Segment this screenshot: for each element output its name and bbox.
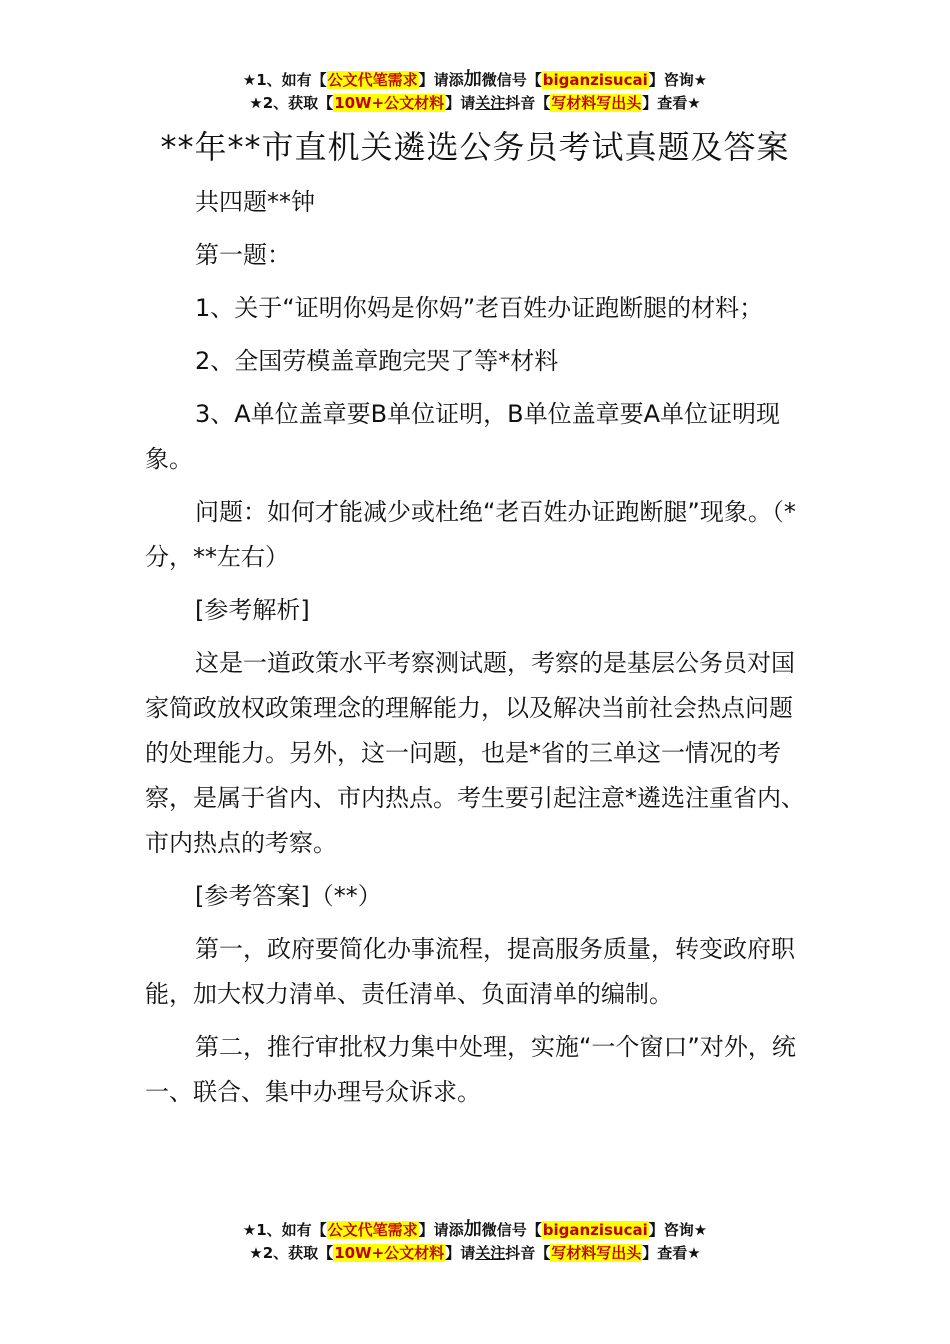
- paragraph: 问题：如何才能减少或杜绝“老百姓办证跑断腿”现象。（*分，**左右）: [145, 498, 796, 571]
- banner-line-1: [0, 68, 950, 92]
- banner-text: 】查看★: [642, 94, 701, 112]
- highlight-douyin: 写材料写出头: [551, 1244, 642, 1262]
- paragraph: [参考答案]（**）: [195, 882, 382, 910]
- banner-text: 抖音【: [505, 1244, 551, 1262]
- paragraph: 第一，政府要简化办事流程，提高服务质量，转变政府职能，加大权力清单、责任清单、负面清单的编制。: [145, 935, 795, 1008]
- banner-text: 】请添: [418, 1221, 464, 1239]
- banner-text: 】查看★: [642, 1244, 701, 1262]
- banner-line-2: [0, 1242, 950, 1265]
- banner-text: ★2、获取【: [249, 1244, 334, 1262]
- emphasis-text: 加: [463, 69, 482, 90]
- paragraph: 共四题**钟: [195, 188, 315, 216]
- banner-text: 】请: [445, 94, 476, 112]
- highlight-douyin: 写材料写出头: [551, 94, 642, 112]
- highlight-wechat-id: biganzisucai: [542, 71, 648, 89]
- banner-text: 】咨询★: [648, 71, 708, 89]
- paragraph: 第二，推行审批权力集中处理，实施“一个窗口”对外，统一、联合、集中办理号众诉求。: [145, 1033, 796, 1106]
- paragraph: 2、全国劳模盖章跑完哭了等*材料: [195, 347, 559, 375]
- emphasis-text: 加: [463, 1219, 482, 1240]
- document-body: [145, 180, 813, 1123]
- banner-text: ★2、获取【: [249, 94, 334, 112]
- highlight-wechat-id: biganzisucai: [542, 1221, 648, 1239]
- highlight-service: 公文代笔需求: [327, 1221, 418, 1239]
- banner-text: 微信号【: [481, 1221, 542, 1239]
- paragraph: 这是一道政策水平考察测试题，考察的是基层公务员对国家简政放权政策理念的理解能力，以及解决当前社会热点问题的处理能力。另外，这一问题，也是*省的三单这一情况的考察，是属于省内、市内热点。考生要引起注意*遴选注重省内、市内热点的考察。: [145, 649, 805, 857]
- document-title: **年**市直机关遴选公务员考试真题及答案: [160, 128, 790, 166]
- paragraph: [参考解析]: [195, 596, 310, 624]
- highlight-materials: 10W+公文材料: [334, 1244, 445, 1262]
- highlight-materials: 10W+公文材料: [334, 94, 445, 112]
- footer-banner: [0, 1218, 950, 1265]
- banner-text: 】咨询★: [648, 1221, 708, 1239]
- header-banner: [0, 68, 950, 115]
- banner-text: 抖音【: [505, 94, 551, 112]
- paragraph: 第一题：: [195, 241, 291, 269]
- banner-text: 】请: [445, 1244, 476, 1262]
- banner-line-1: [0, 1218, 950, 1242]
- paragraph: 3、A单位盖章要B单位证明，B单位盖章要A单位证明现象。: [145, 400, 781, 473]
- emphasis-text: 关注: [475, 94, 506, 112]
- banner-text: ★1、如有【: [242, 1221, 327, 1239]
- paragraph: 1、关于“证明你妈是你妈”老百姓办证跑断腿的材料；: [195, 294, 764, 322]
- banner-text: 】请添: [418, 71, 464, 89]
- highlight-service: 公文代笔需求: [327, 71, 418, 89]
- emphasis-text: 关注: [475, 1244, 506, 1262]
- banner-text: 微信号【: [481, 71, 542, 89]
- banner-line-2: [0, 92, 950, 115]
- banner-text: ★1、如有【: [242, 71, 327, 89]
